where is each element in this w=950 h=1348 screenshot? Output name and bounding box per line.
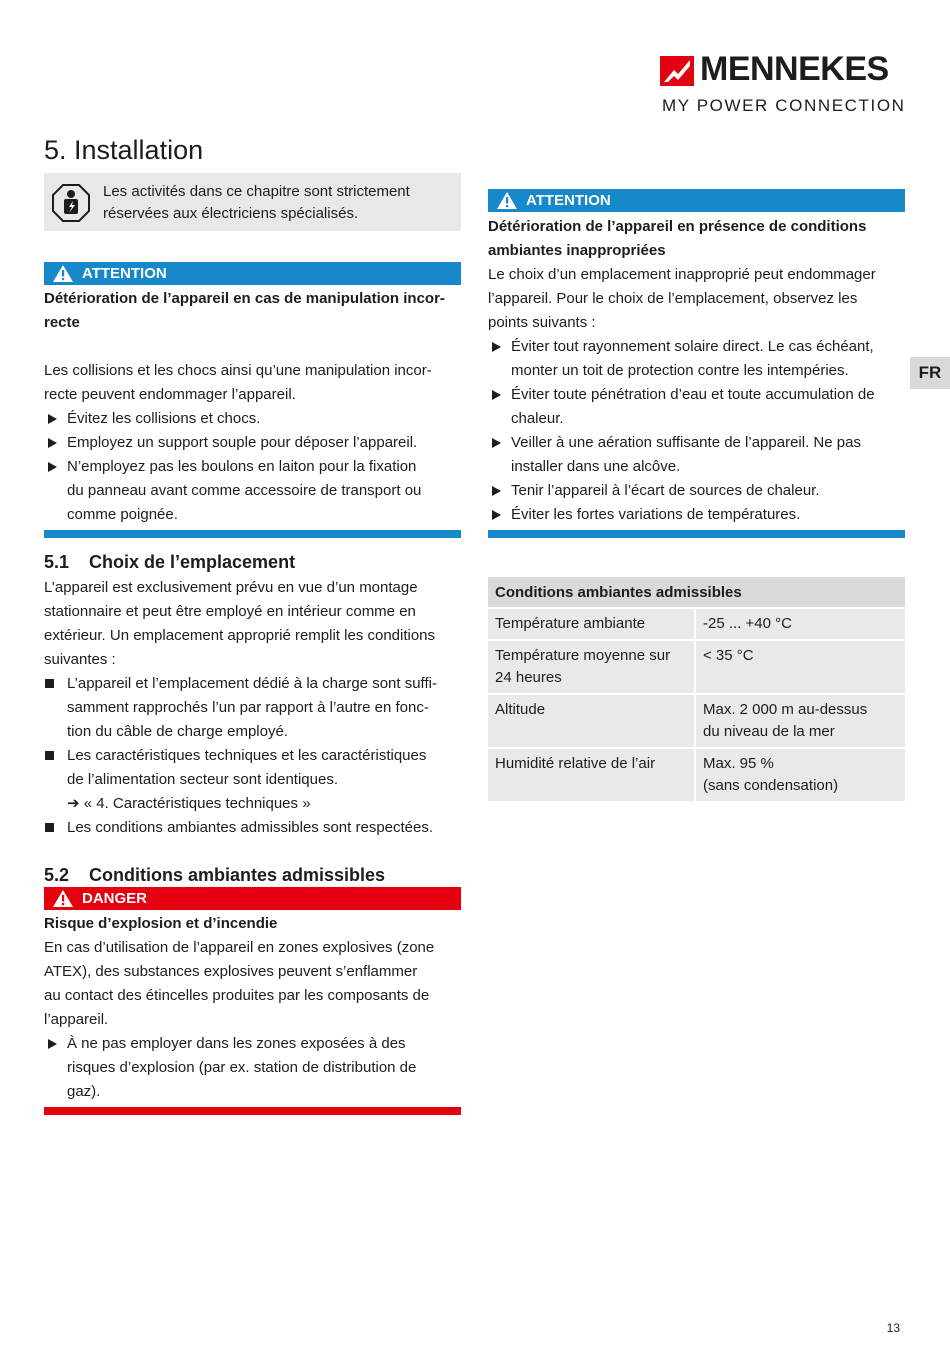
attention-heading [44, 287, 461, 335]
page-number: 13 [886, 1321, 900, 1335]
attention-instruction-list [44, 407, 464, 527]
cell-line: Max. 95 % [703, 755, 774, 772]
instruction-item [488, 431, 908, 479]
cell-line: Humidité relative de l’air [495, 755, 656, 772]
instruction-line: risques d’explosion (par ex. station de distribution de [67, 1059, 417, 1076]
section-title: Choix de l’emplacement [89, 552, 296, 572]
attention-label: ATTENTION [82, 265, 167, 282]
table-row [488, 639, 905, 693]
page-title: 5. Installation [44, 135, 204, 165]
instruction-item [488, 335, 908, 383]
intro-line: stationnaire et peut être employé en intérieur comme en [44, 603, 416, 620]
attention-text-line: points suivants : [488, 314, 596, 331]
attention-banner [44, 262, 461, 285]
instruction-item [488, 479, 908, 503]
attention-heading-line: recte [44, 314, 80, 331]
attention-text [44, 359, 464, 407]
location-requirements-list-continued [44, 816, 464, 840]
instruction-item [44, 407, 464, 431]
cell-line: Température moyenne sur [495, 647, 671, 664]
cell-line: 24 heures [495, 669, 562, 686]
instruction-line: du panneau avant comme accessoire de transport ou [67, 482, 422, 499]
danger-banner [44, 887, 461, 910]
instruction-line: monter un toit de protection contre les intempéries. [511, 362, 849, 379]
warning-triangle-icon [52, 264, 74, 283]
condition-value [696, 747, 905, 801]
condition-label [488, 747, 696, 801]
danger-text-line: En cas d’utilisation de l’appareil en zones explosives (zone [44, 939, 435, 956]
danger-text-line: l’appareil. [44, 1011, 109, 1028]
condition-value [696, 693, 905, 747]
language-tab-fr[interactable]: FR [910, 357, 950, 389]
intro-line: suivantes : [44, 651, 116, 668]
instruction-line: Évitez les collisions et chocs. [67, 410, 261, 427]
attention-heading-line: Détérioration de l’appareil en cas de manipulation incor- [44, 290, 445, 307]
instruction-item [44, 1032, 464, 1104]
warning-triangle-icon [496, 191, 518, 210]
instruction-line: Éviter les fortes variations de températures. [511, 506, 801, 523]
instruction-item [488, 503, 908, 527]
section-5-1-heading [44, 552, 295, 573]
requirement-line: tion du câble de charge employé. [67, 723, 288, 740]
danger-text-line: au contact des étincelles produites par les composants de [44, 987, 430, 1004]
attention-text-line: Les collisions et les chocs ainsi qu’une manipulation incor- [44, 362, 432, 379]
instruction-item [488, 383, 908, 431]
table-row [488, 607, 905, 639]
instruction-item [44, 431, 464, 455]
danger-label: DANGER [82, 890, 148, 907]
cell-line: -25 ... +40 °C [703, 615, 792, 632]
brand-name: MENNEKES [700, 50, 889, 88]
section-number: 5.2 [44, 865, 70, 885]
brand-logo [660, 52, 908, 118]
condition-label [488, 693, 696, 747]
ambient-conditions-table [488, 577, 905, 801]
attention-banner [488, 189, 905, 212]
cell-line: Max. 2 000 m au-dessus [703, 701, 868, 718]
instruction-line: À ne pas employer dans les zones exposées à des [67, 1035, 406, 1052]
instruction-line: Éviter toute pénétration d’eau et toute accumulation de [511, 386, 875, 403]
requirement-line: Les conditions ambiantes admissibles sont respectées. [67, 819, 434, 836]
cell-line: Température ambiante [495, 615, 646, 632]
electrician-only-notice [44, 173, 461, 231]
instruction-line: gaz). [67, 1083, 101, 1100]
cell-line: < 35 °C [703, 647, 754, 664]
requirement-item [44, 672, 464, 744]
danger-text-line: ATEX), des substances explosives peuvent s’enflammer [44, 963, 418, 980]
table-row [488, 747, 905, 801]
table-header: Conditions ambiantes admissibles [488, 577, 905, 607]
danger-heading: Risque d’explosion et d’incendie [44, 915, 278, 932]
attention-text [488, 263, 908, 335]
brand-tagline: MY POWER CONNECTION [662, 96, 906, 115]
attention-heading-line: ambiantes inappropriées [488, 242, 666, 259]
instruction-line: chaleur. [511, 410, 564, 427]
attention-end-bar [488, 530, 905, 538]
attention-heading-line: Détérioration de l’appareil en présence de conditions [488, 218, 867, 235]
technical-data-cross-reference[interactable]: ➔ « 4. Caractéristiques techniques » [67, 795, 311, 812]
table-header-row [488, 577, 905, 607]
table-row [488, 693, 905, 747]
attention-instruction-list [488, 335, 908, 527]
notice-text-line: Les activités dans ce chapitre sont strictement [103, 183, 410, 200]
instruction-line: installer dans une alcôve. [511, 458, 681, 475]
intro-line: L’appareil est exclusivement prévu en vue d’un montage [44, 579, 418, 596]
attention-heading [488, 215, 908, 263]
instruction-line: Employez un support souple pour déposer l’appareil. [67, 434, 418, 451]
condition-label [488, 607, 696, 639]
warning-triangle-icon [52, 889, 74, 908]
requirement-line: de l’alimentation secteur sont identiques. [67, 771, 338, 788]
danger-instruction-list [44, 1032, 464, 1104]
condition-value [696, 639, 905, 693]
attention-text-line: l’appareil. Pour le choix de l’emplacement, observez les [488, 290, 858, 307]
requirement-item [44, 816, 464, 840]
section-5-1-intro [44, 576, 464, 672]
condition-value [696, 607, 905, 639]
attention-text-line: Le choix d’un emplacement inapproprié peut endommager [488, 266, 876, 283]
attention-end-bar [44, 530, 461, 538]
location-requirements-list [44, 672, 464, 792]
danger-text [44, 936, 464, 1032]
attention-text-line: recte peuvent endommager l’appareil. [44, 386, 296, 403]
section-number: 5.1 [44, 552, 70, 572]
intro-line: extérieur. Un emplacement approprié remplit les conditions [44, 627, 436, 644]
cell-line: Altitude [495, 701, 546, 718]
cell-line: du niveau de la mer [703, 723, 835, 740]
cell-line: (sans condensation) [703, 777, 839, 794]
requirement-item [44, 744, 464, 792]
requirement-line: Les caractéristiques techniques et les caractéristiques [67, 747, 427, 764]
instruction-line: Éviter tout rayonnement solaire direct. Le cas échéant, [511, 338, 874, 355]
requirement-line: samment rapprochés l’un par rapport à l’autre en fonc- [67, 699, 429, 716]
instruction-line: Tenir l’appareil à l’écart de sources de chaleur. [511, 482, 820, 499]
requirement-line: L’appareil et l’emplacement dédié à la charge sont suffi- [67, 675, 437, 692]
qualified-electrician-icon [52, 184, 90, 222]
instruction-item [44, 455, 464, 527]
instruction-line: N’employez pas les boulons en laiton pour la fixation [67, 458, 417, 475]
mennekes-logo-mark-icon [660, 56, 694, 86]
notice-text-line: réservées aux électriciens spécialisés. [103, 205, 359, 222]
attention-label: ATTENTION [526, 192, 611, 209]
condition-label [488, 639, 696, 693]
section-title: Conditions ambiantes admissibles [89, 865, 386, 885]
instruction-line: Veiller à une aération suffisante de l’appareil. Ne pas [511, 434, 861, 451]
instruction-line: comme poignée. [67, 506, 178, 523]
danger-end-bar [44, 1107, 461, 1115]
section-5-2-heading [44, 865, 385, 886]
